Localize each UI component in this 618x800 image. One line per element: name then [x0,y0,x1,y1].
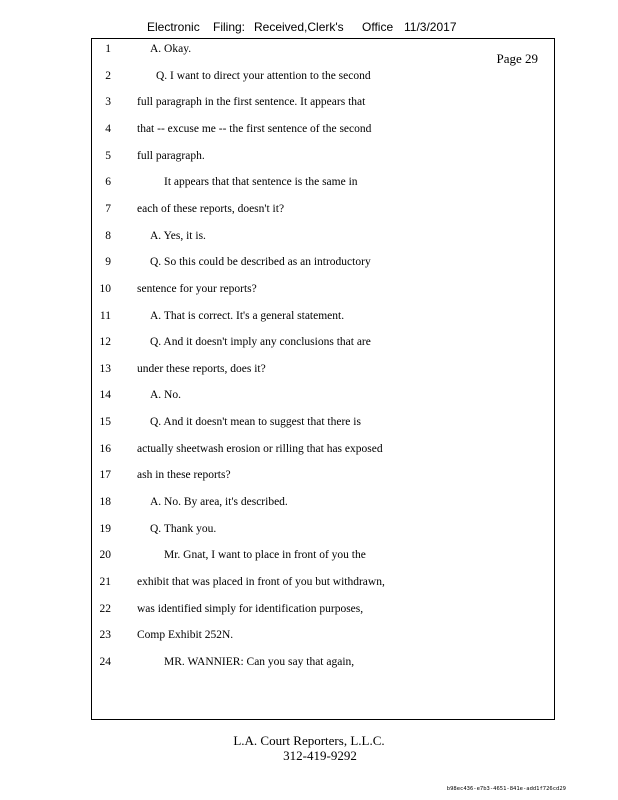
line-text: exhibit that was placed in front of you but withdrawn, [137,576,385,588]
line-number: 2 [105,69,111,82]
header-word-electronic: Electronic [147,20,200,34]
line-number: 21 [99,576,111,588]
line-text: Q. So this could be described as an introductory [150,256,371,269]
footer-phone: 312-419-9292 [283,748,357,763]
line-number: 19 [99,522,111,535]
page-number: Page 29 [496,51,538,66]
line-number: 8 [105,229,111,242]
line-text: Mr. Gnat, I want to place in front of you the [164,549,366,562]
transcript-page [91,38,555,720]
line-number: 13 [99,362,111,375]
footer-company: L.A. Court Reporters, L.L.C. [233,733,385,748]
line-text: A. That is correct. It's a general statement. [150,309,345,322]
line-text: MR. WANNIER: Can you say that again, [164,655,355,668]
line-text: full paragraph in the first sentence. It appears that [137,96,366,109]
line-number: 5 [105,149,111,162]
line-number: 15 [99,416,111,429]
line-text: Q. Thank you. [150,522,217,535]
line-text: Q. I want to direct your attention to the second [156,69,371,82]
line-text: Q. And it doesn't imply any conclusions that are [150,336,371,349]
document-hash: b98ec436-e7b3-4651-841e-add1f726cd29 [446,786,566,792]
line-text: A. Okay. [150,43,192,55]
line-text: ash in these reports? [137,469,231,482]
line-text: A. No. [150,389,181,402]
line-number: 1 [105,43,111,55]
line-number: 3 [105,96,111,109]
line-number: 22 [99,602,111,615]
line-number: 4 [105,122,111,135]
line-number: 6 [105,176,111,189]
line-number: 24 [99,655,111,668]
line-number: 23 [99,629,111,642]
line-text: full paragraph. [137,149,205,162]
line-number: 14 [99,389,111,402]
line-text: under these reports, does it? [137,362,266,375]
line-number: 16 [99,442,111,455]
header-word-office: Office [362,20,394,34]
line-text: Comp Exhibit 252N. [137,629,234,642]
line-text: A. No. By area, it's described. [150,496,288,509]
header-date: 11/3/2017 [404,20,457,34]
line-number: 10 [99,282,111,295]
line-text: It appears that that sentence is the same in [164,176,358,189]
line-text: A. Yes, it is. [150,229,206,242]
header-word-filing: Filing: [213,20,246,34]
line-number: 18 [99,496,111,509]
line-text: Q. And it doesn't mean to suggest that there is [150,416,361,429]
line-text: that -- excuse me -- the first sentence of the second [137,122,372,135]
line-number: 12 [99,336,111,349]
line-number: 7 [105,202,111,215]
line-text: was identified simply for identification purposes, [137,602,364,615]
line-number: 20 [99,549,111,562]
line-number: 9 [105,256,111,269]
header-word-received: Received,Clerk's [254,20,344,34]
line-text: each of these reports, doesn't it? [137,202,285,215]
line-text: sentence for your reports? [137,282,257,295]
line-text: actually sheetwash erosion or rilling that has exposed [137,442,383,455]
line-number: 17 [99,469,111,482]
line-number: 11 [99,309,111,322]
filing-header [0,20,618,38]
